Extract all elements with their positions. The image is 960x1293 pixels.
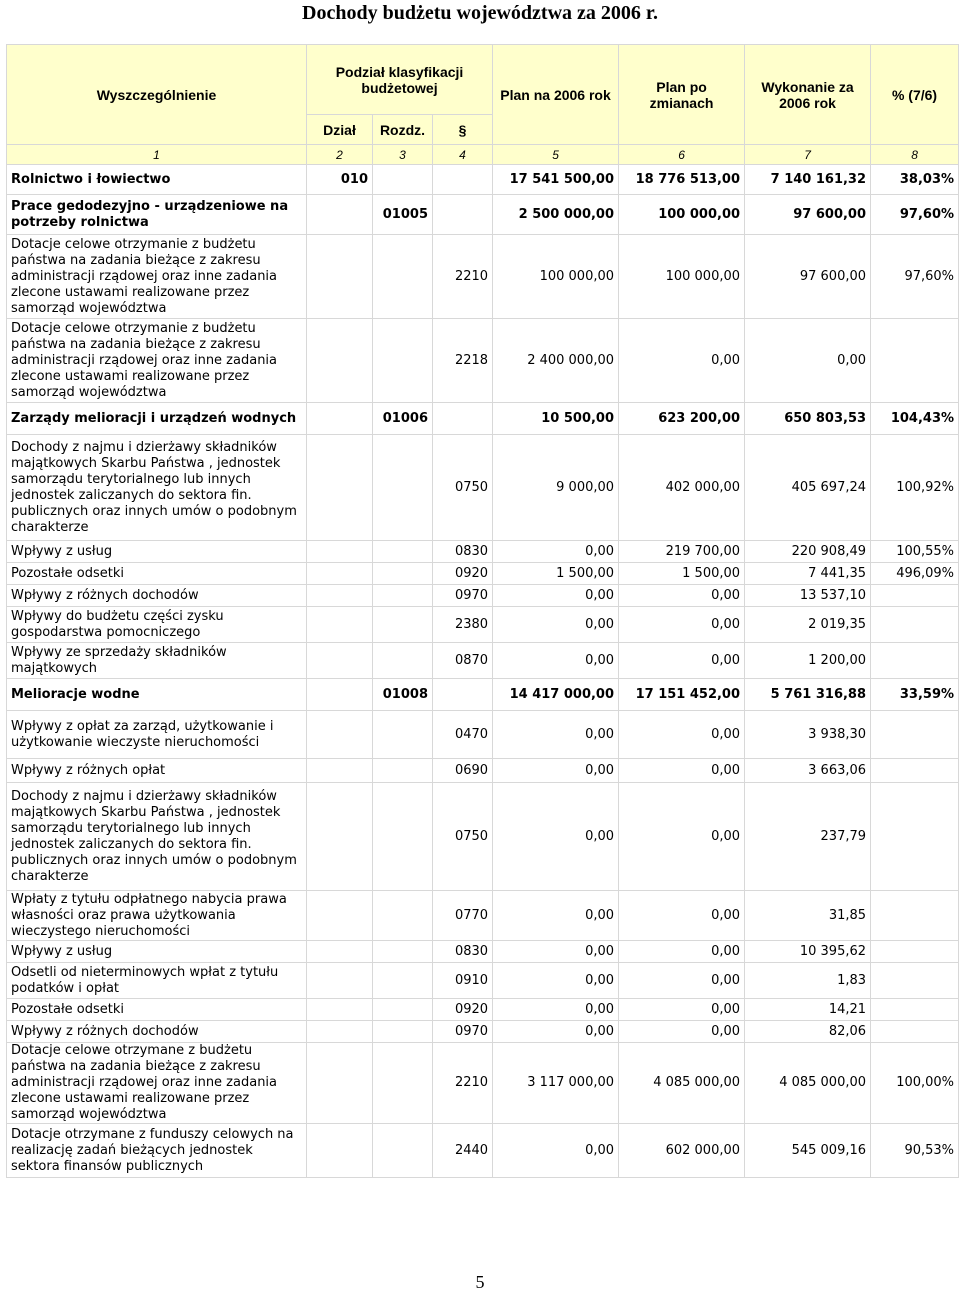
row-procent (871, 941, 959, 963)
row-plan: 0,00 (493, 1124, 619, 1178)
row-name: Odsetli od nieterminowych wpłat z tytułu podatków i opłat (7, 963, 307, 999)
row-rozdz (373, 607, 433, 643)
row-procent: 90,53% (871, 1124, 959, 1178)
row-dzial (307, 1043, 373, 1124)
row-rozdz (373, 319, 433, 403)
row-plan: 17 541 500,00 (493, 165, 619, 195)
row-wykonanie: 10 395,62 (745, 941, 871, 963)
column-number: 6 (619, 145, 745, 165)
row-dzial (307, 585, 373, 607)
page-title: Dochody budżetu województwa za 2006 r. (302, 2, 658, 24)
row-plan: 14 417 000,00 (493, 679, 619, 711)
row-plan-po-zmianach: 0,00 (619, 711, 745, 759)
row-dzial (307, 891, 373, 941)
row-plan: 0,00 (493, 541, 619, 563)
row-paragraf: 0750 (433, 783, 493, 891)
row-rozdz (373, 783, 433, 891)
row-procent: 97,60% (871, 195, 959, 235)
row-dzial (307, 403, 373, 435)
row-name: Wpływy z usług (7, 541, 307, 563)
row-rozdz (373, 999, 433, 1021)
row-plan-po-zmianach: 0,00 (619, 1021, 745, 1043)
row-wykonanie: 1,83 (745, 963, 871, 999)
row-plan-po-zmianach: 100 000,00 (619, 235, 745, 319)
row-plan-po-zmianach: 18 776 513,00 (619, 165, 745, 195)
row-plan: 100 000,00 (493, 235, 619, 319)
header-wykonanie: Wykonanie za 2006 rok (745, 45, 871, 145)
header-plan-po-zmianach: Plan po zmianach (619, 45, 745, 145)
row-dzial (307, 643, 373, 679)
row-plan-po-zmianach: 100 000,00 (619, 195, 745, 235)
row-dzial (307, 963, 373, 999)
row-procent (871, 783, 959, 891)
row-name: Wpływy z usług (7, 941, 307, 963)
table-row (7, 1021, 959, 1043)
row-procent: 33,59% (871, 679, 959, 711)
row-procent (871, 759, 959, 783)
row-dzial (307, 195, 373, 235)
row-paragraf: 0910 (433, 963, 493, 999)
row-plan-po-zmianach: 0,00 (619, 319, 745, 403)
row-paragraf: 0970 (433, 585, 493, 607)
table-row (7, 999, 959, 1021)
row-dzial (307, 999, 373, 1021)
row-wykonanie: 7 441,35 (745, 563, 871, 585)
column-number: 1 (7, 145, 307, 165)
row-rozdz (373, 891, 433, 941)
row-wykonanie: 2 019,35 (745, 607, 871, 643)
header-paragraf: § (433, 115, 493, 145)
row-paragraf: 0970 (433, 1021, 493, 1043)
row-rozdz: 01006 (373, 403, 433, 435)
row-name: Wpływy ze sprzedaży składników majątkowych (7, 643, 307, 679)
header-rozdz: Rozdz. (373, 115, 433, 145)
row-rozdz (373, 435, 433, 541)
table-row (7, 585, 959, 607)
row-plan-po-zmianach: 0,00 (619, 941, 745, 963)
row-wykonanie: 97 600,00 (745, 235, 871, 319)
row-name: Wpłaty z tytułu odpłatnego nabycia prawa własności oraz prawa użytkowania wieczystego nieruchomości (7, 891, 307, 941)
row-procent: 100,92% (871, 435, 959, 541)
row-plan: 0,00 (493, 759, 619, 783)
row-wykonanie: 97 600,00 (745, 195, 871, 235)
row-name: Wpływy z różnych dochodów (7, 1021, 307, 1043)
row-plan: 10 500,00 (493, 403, 619, 435)
row-paragraf: 2380 (433, 607, 493, 643)
header-wyszczegolnienie: Wyszczególnienie (7, 45, 307, 145)
row-plan: 0,00 (493, 941, 619, 963)
header-podzial: Podział klasyfikacji budżetowej (307, 45, 493, 115)
row-plan-po-zmianach: 623 200,00 (619, 403, 745, 435)
table-row (7, 941, 959, 963)
table-row (7, 541, 959, 563)
row-procent: 97,60% (871, 235, 959, 319)
row-paragraf (433, 165, 493, 195)
row-plan: 0,00 (493, 891, 619, 941)
row-name: Dotacje celowe otrzymanie z budżetu państwa na zadania bieżące z zakresu administracji rządowej oraz inne zadania zlecone ustawami realizowane przez samorząd województwa (7, 319, 307, 403)
row-procent (871, 891, 959, 941)
row-name: Dochody z najmu i dzierżawy składników majątkowych Skarbu Państwa , jednostek samorządu terytorialnego lub innych jednostek zaliczanych do sektora fin. publicznych oraz innych umów o podobnym charakterze (7, 783, 307, 891)
row-plan-po-zmianach: 402 000,00 (619, 435, 745, 541)
row-plan-po-zmianach: 0,00 (619, 963, 745, 999)
table-row (7, 319, 959, 403)
row-paragraf (433, 195, 493, 235)
row-procent: 100,55% (871, 541, 959, 563)
row-paragraf: 0690 (433, 759, 493, 783)
row-plan: 0,00 (493, 585, 619, 607)
table-row (7, 759, 959, 783)
row-dzial (307, 679, 373, 711)
row-plan-po-zmianach: 0,00 (619, 999, 745, 1021)
row-rozdz (373, 585, 433, 607)
row-dzial (307, 435, 373, 541)
table-row (7, 403, 959, 435)
table-row (7, 195, 959, 235)
row-name: Dotacje otrzymane z funduszy celowych na realizację zadań bieżących jednostek sektora finansów publicznych (7, 1124, 307, 1178)
row-paragraf: 0920 (433, 563, 493, 585)
row-name: Wpływy do budżetu części zysku gospodarstwa pomocniczego (7, 607, 307, 643)
row-wykonanie: 220 908,49 (745, 541, 871, 563)
column-number: 2 (307, 145, 373, 165)
row-paragraf: 0830 (433, 941, 493, 963)
row-rozdz (373, 711, 433, 759)
row-dzial (307, 941, 373, 963)
row-plan-po-zmianach: 0,00 (619, 891, 745, 941)
row-rozdz (373, 941, 433, 963)
row-paragraf (433, 403, 493, 435)
table-row (7, 435, 959, 541)
table-row (7, 783, 959, 891)
row-rozdz (373, 563, 433, 585)
header-dzial: Dział (307, 115, 373, 145)
row-dzial (307, 1021, 373, 1043)
table-row (7, 235, 959, 319)
row-wykonanie: 3 663,06 (745, 759, 871, 783)
column-number: 5 (493, 145, 619, 165)
row-plan: 9 000,00 (493, 435, 619, 541)
row-procent (871, 607, 959, 643)
row-name: Wpływy z różnych dochodów (7, 585, 307, 607)
row-plan: 3 117 000,00 (493, 1043, 619, 1124)
row-procent: 496,09% (871, 563, 959, 585)
row-procent (871, 1021, 959, 1043)
row-paragraf (433, 679, 493, 711)
row-wykonanie: 0,00 (745, 319, 871, 403)
row-procent (871, 999, 959, 1021)
row-paragraf: 2210 (433, 1043, 493, 1124)
row-name: Dochody z najmu i dzierżawy składników majątkowych Skarbu Państwa , jednostek samorządu terytorialnego lub innych jednostek zaliczanych do sektora fin. publicznych oraz innych umów o podobnym charakterze (7, 435, 307, 541)
row-plan: 0,00 (493, 711, 619, 759)
table-row (7, 679, 959, 711)
row-wykonanie: 13 537,10 (745, 585, 871, 607)
row-name: Melioracje wodne (7, 679, 307, 711)
row-wykonanie: 237,79 (745, 783, 871, 891)
row-plan: 2 500 000,00 (493, 195, 619, 235)
row-plan-po-zmianach: 602 000,00 (619, 1124, 745, 1178)
row-dzial (307, 783, 373, 891)
page-number: 5 (475, 1272, 485, 1292)
row-rozdz (373, 643, 433, 679)
row-name: Pozostałe odsetki (7, 563, 307, 585)
row-dzial (307, 541, 373, 563)
column-number: 8 (871, 145, 959, 165)
table-row (7, 1043, 959, 1124)
row-rozdz (373, 963, 433, 999)
row-wykonanie: 31,85 (745, 891, 871, 941)
row-plan: 1 500,00 (493, 563, 619, 585)
row-plan-po-zmianach: 0,00 (619, 759, 745, 783)
row-plan-po-zmianach: 0,00 (619, 585, 745, 607)
row-name: Rolnictwo i łowiectwo (7, 165, 307, 195)
table-row (7, 711, 959, 759)
row-wykonanie: 650 803,53 (745, 403, 871, 435)
row-rozdz (373, 1043, 433, 1124)
row-plan-po-zmianach: 0,00 (619, 783, 745, 891)
row-dzial (307, 235, 373, 319)
column-number: 7 (745, 145, 871, 165)
row-name: Dotacje celowe otrzymanie z budżetu państwa na zadania bieżące z zakresu administracji rządowej oraz inne zadania zlecone ustawami realizowane przez samorząd województwa (7, 235, 307, 319)
row-name: Wpływy z opłat za zarząd, użytkowanie i użytkowanie wieczyste nieruchomości (7, 711, 307, 759)
row-rozdz (373, 541, 433, 563)
row-plan: 2 400 000,00 (493, 319, 619, 403)
row-procent: 38,03% (871, 165, 959, 195)
row-name: Zarządy melioracji i urządzeń wodnych (7, 403, 307, 435)
row-rozdz (373, 1021, 433, 1043)
row-wykonanie: 82,06 (745, 1021, 871, 1043)
row-plan: 0,00 (493, 643, 619, 679)
row-plan-po-zmianach: 0,00 (619, 643, 745, 679)
table-row (7, 643, 959, 679)
row-plan: 0,00 (493, 607, 619, 643)
row-rozdz: 01005 (373, 195, 433, 235)
table-row (7, 963, 959, 999)
row-dzial (307, 319, 373, 403)
row-paragraf: 0870 (433, 643, 493, 679)
row-procent: 100,00% (871, 1043, 959, 1124)
row-wykonanie: 4 085 000,00 (745, 1043, 871, 1124)
row-wykonanie: 7 140 161,32 (745, 165, 871, 195)
row-rozdz (373, 165, 433, 195)
row-rozdz (373, 1124, 433, 1178)
row-rozdz: 01008 (373, 679, 433, 711)
row-paragraf: 2218 (433, 319, 493, 403)
row-plan: 0,00 (493, 783, 619, 891)
row-dzial: 010 (307, 165, 373, 195)
row-wykonanie: 545 009,16 (745, 1124, 871, 1178)
row-name: Pozostałe odsetki (7, 999, 307, 1021)
row-paragraf: 0920 (433, 999, 493, 1021)
row-dzial (307, 563, 373, 585)
row-plan-po-zmianach: 1 500,00 (619, 563, 745, 585)
row-name: Prace gedodezyjno - urządzeniowe na potrzeby rolnictwa (7, 195, 307, 235)
column-number: 3 (373, 145, 433, 165)
row-paragraf: 0470 (433, 711, 493, 759)
row-paragraf: 2210 (433, 235, 493, 319)
table-row (7, 1124, 959, 1178)
table-row (7, 165, 959, 195)
row-plan-po-zmianach: 219 700,00 (619, 541, 745, 563)
row-procent (871, 643, 959, 679)
column-number: 4 (433, 145, 493, 165)
table-row (7, 891, 959, 941)
row-dzial (307, 759, 373, 783)
row-wykonanie: 405 697,24 (745, 435, 871, 541)
row-plan-po-zmianach: 4 085 000,00 (619, 1043, 745, 1124)
header-plan-2006: Plan na 2006 rok (493, 45, 619, 145)
row-plan: 0,00 (493, 999, 619, 1021)
row-procent (871, 319, 959, 403)
row-paragraf: 0770 (433, 891, 493, 941)
row-plan-po-zmianach: 0,00 (619, 607, 745, 643)
row-name: Wpływy z różnych opłat (7, 759, 307, 783)
row-wykonanie: 1 200,00 (745, 643, 871, 679)
row-plan: 0,00 (493, 1021, 619, 1043)
row-wykonanie: 14,21 (745, 999, 871, 1021)
row-paragraf: 2440 (433, 1124, 493, 1178)
table-row (7, 607, 959, 643)
row-paragraf: 0830 (433, 541, 493, 563)
row-procent (871, 711, 959, 759)
row-procent (871, 585, 959, 607)
row-dzial (307, 711, 373, 759)
table-row (7, 563, 959, 585)
row-procent: 104,43% (871, 403, 959, 435)
row-dzial (307, 1124, 373, 1178)
row-rozdz (373, 759, 433, 783)
row-dzial (307, 607, 373, 643)
row-plan: 0,00 (493, 963, 619, 999)
row-plan-po-zmianach: 17 151 452,00 (619, 679, 745, 711)
row-rozdz (373, 235, 433, 319)
row-wykonanie: 5 761 316,88 (745, 679, 871, 711)
row-procent (871, 963, 959, 999)
header-procent: % (7/6) (871, 45, 959, 145)
budget-table (6, 44, 959, 1178)
row-wykonanie: 3 938,30 (745, 711, 871, 759)
row-paragraf: 0750 (433, 435, 493, 541)
row-name: Dotacje celowe otrzymane z budżetu państwa na zadania bieżące z zakresu administracji rządowej oraz inne zadania zlecone ustawami realizowane przez samorząd województwa (7, 1043, 307, 1124)
